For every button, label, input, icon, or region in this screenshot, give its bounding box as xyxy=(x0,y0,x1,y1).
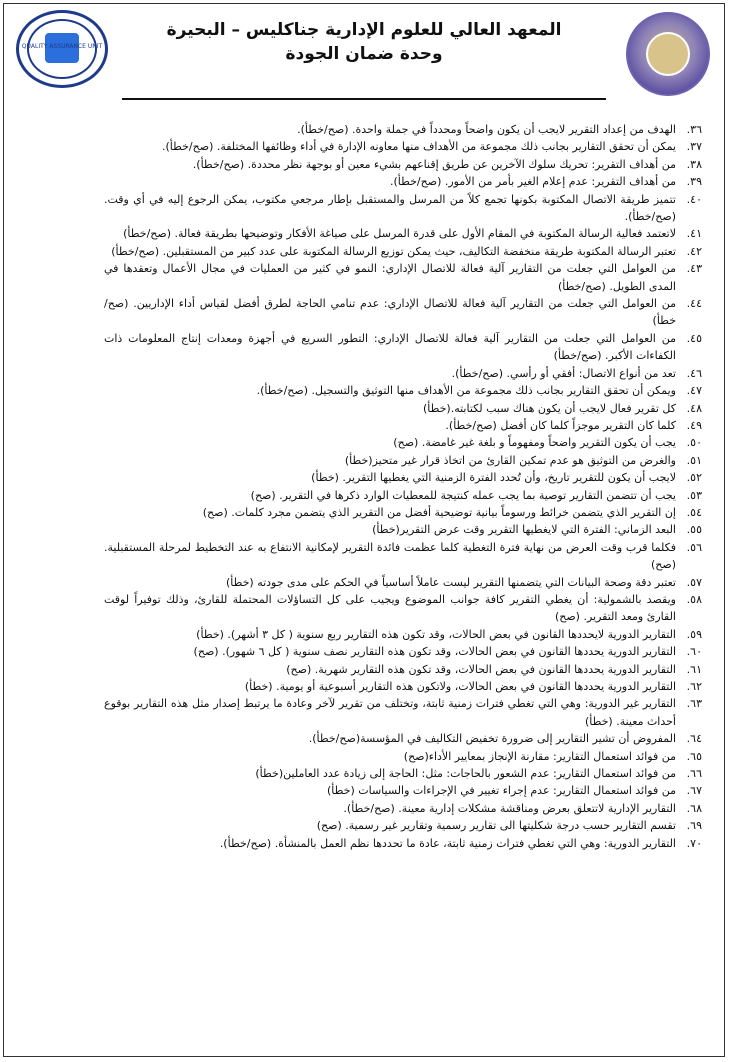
question-text: لاتعتمد فعالية الرسالة المكتوبة في المقام الأول على قدرة المرسل على صياغة الأفكار وتوضيحها بطريقة فعالة. (صح/خطأ) xyxy=(123,227,676,241)
question-item xyxy=(104,121,702,138)
question-text: التقارير الدورية يحددها القانون في بعض الحالات، ولاتكون هذه التقارير أسبوعية أو يومية. (خطأ) xyxy=(244,680,676,693)
questions-list xyxy=(104,121,702,852)
question-text: من فوائد استعمال التقارير: عدم إجراء تغيير في الإجراءات والسياسات (خطأ) xyxy=(327,784,676,798)
question-text: إن التقرير الذي يتضمن خرائط ورسوماً بيانية توضيحية أفضل من التقرير الذي يتضمن مجرد كلمات. (صح) xyxy=(202,505,676,519)
question-text: البعد الزماني: الفترة التي لايغطيها التقرير وقت عرض التقرير(خطأ) xyxy=(372,523,676,537)
question-item xyxy=(104,191,702,226)
question-number: ٣٦. xyxy=(686,123,702,136)
header-title xyxy=(114,18,614,66)
question-number: ٦٤. xyxy=(686,732,702,746)
question-item xyxy=(104,260,702,295)
question-item xyxy=(104,574,702,591)
question-number: ٦٠. xyxy=(686,645,702,659)
question-number: ٦٢. xyxy=(686,680,702,693)
question-number: ٥٤. xyxy=(686,505,702,519)
question-text: تعتبر الرسالة المكتوبة طريقة منخفضة التكاليف، حيث يمكن توزيع الرسالة المكتوبة على عدد كبير من المستقبلين. (صح/خطأ) xyxy=(111,244,676,258)
question-number: ٥٣. xyxy=(686,488,702,502)
question-text: التقارير الدورية يحددها القانون في بعض الحالات، وقد تكون هذه التقارير شهرية. (صح) xyxy=(286,662,676,676)
question-item xyxy=(104,487,702,504)
question-number: ٤٤. xyxy=(686,297,702,311)
question-item xyxy=(104,330,702,365)
question-text: ويمكن أن تحقق التقارير بجانب ذلك مجموعة من الأهداف منها التوثيق والتسجيل. (صح/خطأ). xyxy=(256,384,676,398)
question-number: ٥٦. xyxy=(686,540,702,554)
question-item xyxy=(104,382,702,399)
question-number: ٣٨. xyxy=(686,157,702,171)
question-item xyxy=(104,156,702,173)
question-text: تعد من أنواع الاتصال: أفقي أو رأسي. (صح/خطأ). xyxy=(451,366,676,380)
question-text: تقسم التقارير حسب درجة شكليتها الى تقارير رسمية وتقارير غير رسمية. (صح) xyxy=(316,819,676,833)
question-text: الهدف من إعداد التقرير لايجب أن يكون واضحاً ومحدداً في جملة واحدة. (صح/خطأ). xyxy=(297,123,676,136)
question-text: التقارير الدورية: وهي التي تغطي فترات زمنية ثابتة، عادة ما تحددها نظم العمل بالمنشأة. (صح/خطأ). xyxy=(219,836,676,850)
question-text: من أهداف التقرير: تحريك سلوك الآخرين عن طريق إقناعهم بشيء معين أو بوجهة نظر محددة. (صح/خطأ). xyxy=(192,157,676,171)
question-number: ٦٦. xyxy=(686,767,702,781)
question-text: تعتبر دقة وصحة البيانات التي يتضمنها التقرير ليست عاملاً أساسياً في الحكم على مدى جودته (خطأ) xyxy=(225,575,676,589)
question-item xyxy=(104,417,702,434)
question-number: ٤١. xyxy=(686,227,702,241)
question-text: من فوائد استعمال التقارير: مقارنة الإنجاز بمعايير الأداء(صح) xyxy=(403,749,676,763)
question-item xyxy=(104,695,702,730)
question-item xyxy=(104,365,702,382)
institute-emblem-icon xyxy=(646,32,690,76)
question-number: ٥١. xyxy=(686,453,702,467)
question-text: ويقصد بالشمولية: أن يغطي التقرير كافة جوانب الموضوع ويجيب على كل التساؤلات المحتملة للقارئ، وذلك توفيراً لوقت القارئ ومعد التقرير. (صح) xyxy=(104,592,676,624)
question-number: ٦٧. xyxy=(686,784,702,798)
question-item xyxy=(104,539,702,574)
question-item xyxy=(104,452,702,469)
question-number: ٧٠. xyxy=(686,836,702,850)
question-number: ٤٧. xyxy=(686,384,702,398)
question-number: ٥٩. xyxy=(686,627,702,641)
question-number: ٥٢. xyxy=(686,471,702,485)
question-number: ٥٨. xyxy=(686,592,702,606)
question-number: ٤٥. xyxy=(686,331,702,345)
question-item xyxy=(104,521,702,538)
question-text: التقارير الإدارية لاتتعلق بعرض ومناقشة مشكلات إدارية معينة. (صح/خطأ). xyxy=(343,801,676,815)
question-text: التقارير الدورية يحددها القانون في بعض الحالات، وقد تكون هذه التقارير نصف سنوية ( كل ٦ شهور). (صح) xyxy=(193,645,676,659)
unit-name: وحدة ضمان الجودة xyxy=(285,44,443,64)
question-item xyxy=(104,835,702,852)
question-number: ٦٩. xyxy=(686,819,702,833)
question-item xyxy=(104,800,702,817)
question-number: ٦٣. xyxy=(686,697,702,711)
question-item xyxy=(104,138,702,155)
header-divider xyxy=(122,98,606,100)
question-number: ٤٢. xyxy=(686,244,702,258)
question-item xyxy=(104,469,702,486)
question-item xyxy=(104,748,702,765)
question-number: ٤٣. xyxy=(686,262,702,276)
question-number: ٥٥. xyxy=(686,523,702,537)
question-text: يمكن أن تحقق التقارير بجانب ذلك مجموعة من الأهداف منها معاونه الإدارة في أداء وظائفها المختلفة. (صح/خطأ). xyxy=(161,140,676,154)
question-item xyxy=(104,765,702,782)
question-number: ٤٦. xyxy=(686,366,702,380)
institute-name: المعهد العالي للعلوم الإدارية جناكليس – البحيرة xyxy=(166,20,562,40)
question-item xyxy=(104,643,702,660)
question-text: لايجب أن يكون للتقرير تاريخ، وأن تُحدد الفترة الزمنية التي يغطيها التقرير. (خطأ) xyxy=(311,471,676,485)
question-text: من العوامل التي جعلت من التقارير آلية فعالة للاتصال الإداري: النمو في كثير من العمليات في مجال الأعمال وتعقدها في المدى الطويل. (صح/خطأ) xyxy=(104,262,676,293)
question-item xyxy=(104,817,702,834)
question-text: من فوائد استعمال التقارير: عدم الشعور بالحاجات: مثل: الحاجة إلى زيادة عدد العاملين(خطأ) xyxy=(255,767,676,781)
question-text: التقارير غير الدورية: وهي التي تغطي فترات زمنية ثابتة، وتختلف من تقرير لآخر وعادة ما يرتبط إصدار مثل هذه التقارير بوقوع أحداث معينة. (خطأ) xyxy=(104,697,676,728)
question-item xyxy=(104,730,702,747)
question-item xyxy=(104,173,702,190)
question-text: تتميز طريقة الاتصال المكتوبة بكونها تجمع كلاً من المرسل والمستقبل بإطار مرجعي مكتوب، يمكن الرجوع إليه في أي وقت. (صح/خطأ). xyxy=(104,192,676,224)
question-text: فكلما قرب وقت العرض من نهاية فترة التغطية كلما عظمت فائدة التقرير لإمكانية الانتفاع به عند التخطيط لمرحلة المستقبلية. (صح) xyxy=(104,540,676,572)
institute-logo xyxy=(626,12,710,96)
question-text: من العوامل التي جعلت من التقارير آلية فعالة للاتصال الإداري: التطور السريع في أجهزة ومعدات إنتاج المعلومات ذات الكفاءات الأكبر. (صح/خطأ) xyxy=(104,331,676,363)
question-item xyxy=(104,295,702,330)
logo-text: QUALITY ASSURANCE UNIT xyxy=(21,43,103,50)
question-item xyxy=(104,225,702,242)
question-item xyxy=(104,591,702,626)
question-number: ٦٥. xyxy=(686,749,702,763)
question-item xyxy=(104,243,702,260)
question-text: كلما كان التقرير موجزاً كلما كان أفضل (صح/خطأ). xyxy=(445,418,676,432)
question-item xyxy=(104,626,702,643)
document-page xyxy=(3,3,725,1057)
question-number: ٤٨. xyxy=(686,401,702,415)
question-item xyxy=(104,678,702,695)
question-item xyxy=(104,434,702,451)
quality-assurance-logo xyxy=(16,10,108,88)
question-number: ٤٠. xyxy=(686,192,702,206)
question-number: ٤٩. xyxy=(686,418,702,432)
question-number: ٦٨. xyxy=(686,801,702,815)
question-number: ٥٧. xyxy=(686,575,702,589)
question-text: كل تقرير فعال لايجب أن يكون هناك سبب لكتابته.(خطأ) xyxy=(422,401,676,415)
question-text: والغرض من التوثيق هو عدم تمكين القارئ من اتخاذ قرار غير متحيز(خطأ) xyxy=(344,453,676,467)
question-number: ٣٧. xyxy=(686,140,702,154)
question-item xyxy=(104,782,702,799)
question-text: من أهداف التقرير: عدم إعلام الغير بأمر من الأمور. (صح/خطأ). xyxy=(389,175,676,189)
question-text: يجب أن تتضمن التقارير توصية بما يجب عمله كنتيجة للمعطيات الوارد ذكرها في التقرير. (صح) xyxy=(250,488,676,502)
page-header xyxy=(4,4,724,99)
question-item xyxy=(104,504,702,521)
question-item xyxy=(104,661,702,678)
question-number: ٣٩. xyxy=(686,175,702,189)
question-text: من العوامل التي جعلت من التقارير آلية فعالة للاتصال الإداري: عدم تنامي الحاجة لطرق أفضل لقياس أداء الإداريين. (صح/خطأ) xyxy=(104,297,676,328)
question-item xyxy=(104,400,702,417)
question-text: المفروض أن تشير التقارير إلى ضرورة تخفيض التكاليف في المؤسسة(صح/خطأ). xyxy=(308,732,676,746)
question-number: ٥٠. xyxy=(686,436,702,450)
question-text: يجب أن يكون التقرير واضحاً ومفهوماً و بلغة غير غامضة. (صح) xyxy=(393,436,676,450)
question-number: ٦١. xyxy=(686,662,702,676)
question-text: التقارير الدورية لايحددها القانون في بعض الحالات، وقد تكون هذه التقارير ربع سنوية ( كل ٣ أشهر). (خطأ) xyxy=(196,627,676,641)
